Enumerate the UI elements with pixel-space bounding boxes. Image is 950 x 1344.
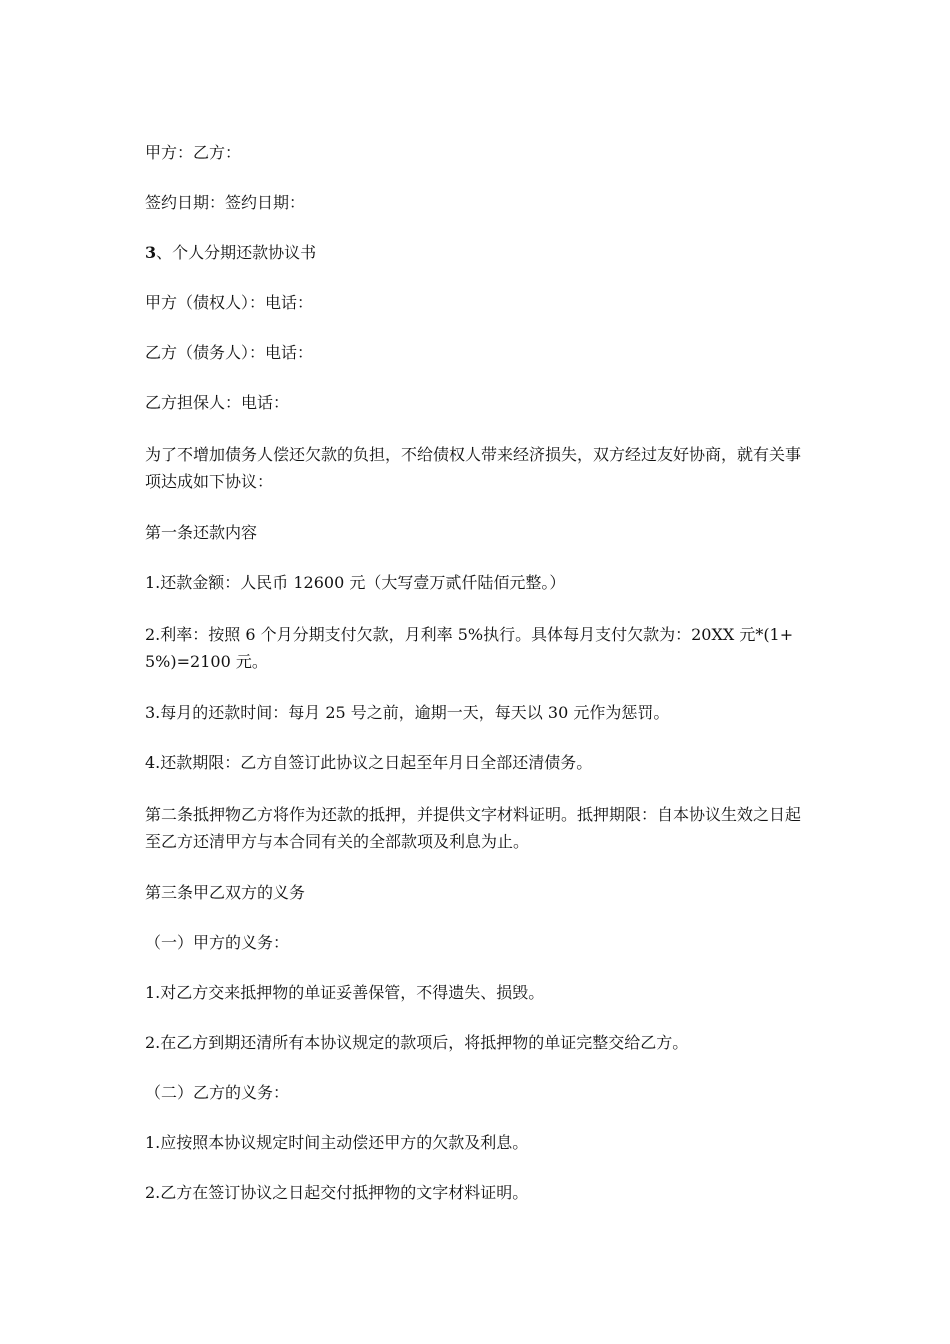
party-b-duty-heading: （二）乙方的义务： [145, 1083, 290, 1102]
party-b-duty-item-1: 1.应按照本协议规定时间主动偿还甲方的欠款及利息。 [145, 1133, 529, 1152]
party-b-duty-item-2: 2.乙方在签订协议之日起交付抵押物的文字材料证明。 [145, 1183, 529, 1202]
sign-date-line: 签约日期：签约日期： [145, 193, 306, 212]
creditor-line: 甲方（债权人）：电话： [145, 293, 314, 312]
guarantor-line: 乙方担保人：电话： [145, 393, 290, 412]
repayment-amount-item: 1.还款金额：人民币 12600 元（大写壹万贰仟陆佰元整。） [145, 573, 566, 592]
article-1-heading: 第一条还款内容 [145, 523, 258, 542]
section-number: 3 [145, 243, 157, 262]
party-a-duty-item-1: 1.对乙方交来抵押物的单证妥善保管，不得遗失、损毁。 [145, 983, 545, 1002]
party-a-duty-item-2: 2.在乙方到期还清所有本协议规定的款项后，将抵押物的单证完整交给乙方。 [145, 1033, 689, 1052]
document-body [145, 141, 815, 1231]
party-a-duty-heading: （一）甲方的义务： [145, 933, 290, 952]
preamble-paragraph: 为了不增加债务人偿还欠款的负担，不给债权人带来经济损失，双方经过友好协商，就有关事项达成如下协议： [145, 445, 802, 491]
section-title [145, 241, 815, 265]
article-2-paragraph: 第二条抵押物乙方将作为还款的抵押，并提供文字材料证明。抵押期限：自本协议生效之日起至乙方还清甲方与本合同有关的全部款项及利息为止。 [145, 805, 802, 851]
debtor-line: 乙方（债务人）：电话： [145, 343, 314, 362]
repayment-time-item: 3.每月的还款时间：每月 25 号之前，逾期一天，每天以 30 元作为惩罚。 [145, 703, 670, 722]
article-3-heading: 第三条甲乙双方的义务 [145, 883, 306, 902]
repayment-term-item: 4.还款期限：乙方自签订此协议之日起至年月日全部还清债务。 [145, 753, 593, 772]
party-sign-line: 甲方：乙方： [145, 143, 242, 162]
section-title-text: 、个人分期还款协议书 [156, 243, 317, 262]
interest-rate-item: 2.利率：按照 6 个月分期支付欠款，月利率 5%执行。具体每月支付欠款为：20XX 元*(1+5%)=2100 元。 [145, 625, 794, 671]
